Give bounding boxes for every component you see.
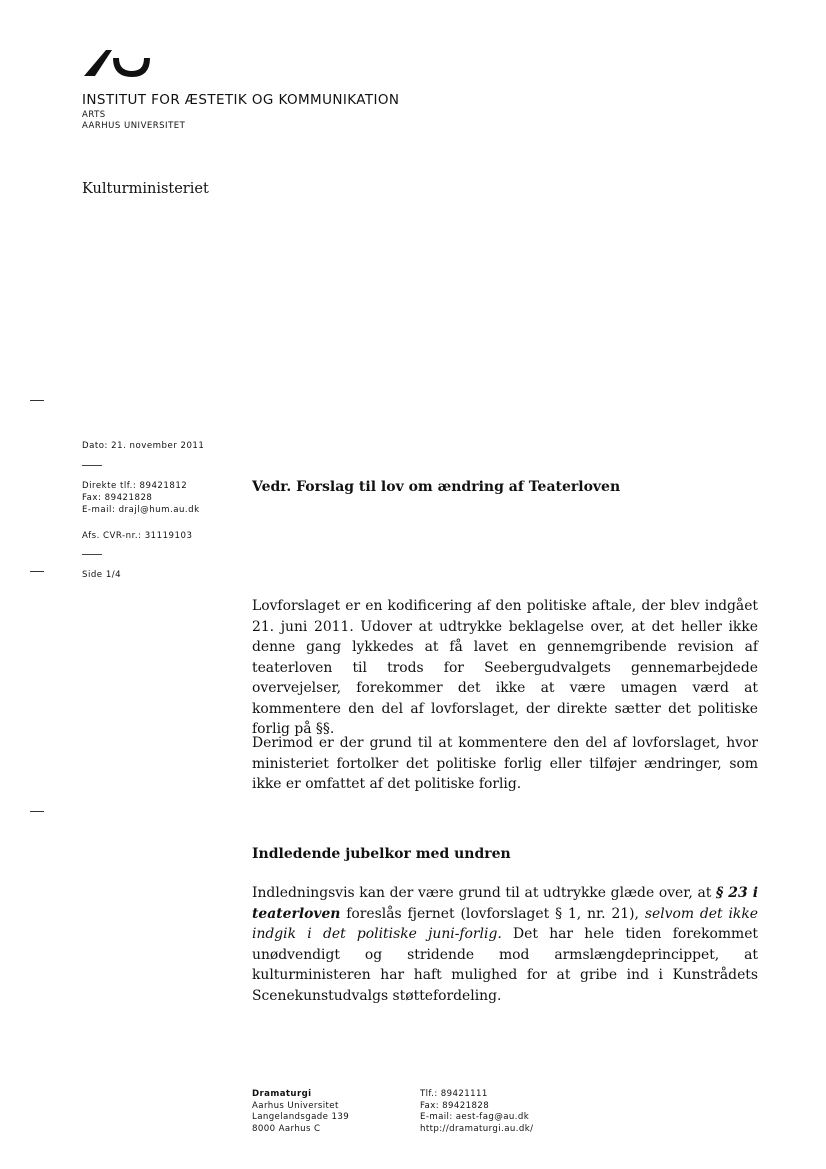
- letter-date: Dato: 21. november 2011: [82, 441, 205, 451]
- footer-address: [252, 1089, 349, 1135]
- fax: Fax: 89421828: [82, 493, 153, 503]
- divider: [82, 554, 102, 555]
- university-name: AARHUS UNIVERSITET: [82, 121, 186, 131]
- footer-email: E-mail: aest-fag@au.dk: [420, 1112, 530, 1122]
- page-number: Side 1/4: [82, 570, 122, 580]
- fold-mark: [30, 811, 44, 812]
- fold-mark: [30, 571, 44, 572]
- institute-name: INSTITUT FOR ÆSTETIK OG KOMMUNIKATION: [82, 92, 400, 108]
- paragraph: Lovforslaget er en kodificering af den politiske aftale, der blev indgået 21. juni 2011. Udover at udtrykke beklagelse over, at det heller ikke denne gang lykkedes at få lavet en gennemgribende revision af teaterloven til trods for Seebergudvalgets gennemarbejdede overvejelser, forekommer det ikke at være umagen værd at kommentere den del af lovforslaget, der direkte sætter det politiske forlig på §§.: [252, 598, 758, 737]
- footer-uni: Aarhus Universitet: [252, 1100, 339, 1111]
- footer-phone: Tlf.: 89421111: [420, 1089, 488, 1099]
- subject-heading: Vedr. Forslag til lov om ændring af Teaterloven: [252, 479, 621, 495]
- footer-street: Langelandsgade 139: [252, 1112, 350, 1122]
- footer-city: 8000 Aarhus C: [252, 1123, 321, 1134]
- law-reference: § 23 i teaterloven: [252, 885, 758, 922]
- p3-text: Det har hele tiden forekommet unødvendigt og stridende mod armslængdeprincippet, at kulturministeren har haft mulighed for at gribe ind i Kunstrådets Scenekunstudvalgs støttefordeling.: [252, 926, 759, 1004]
- fold-mark: [30, 400, 44, 401]
- section-heading: Indledende jubelkor med undren: [252, 846, 511, 862]
- divider: [82, 465, 102, 466]
- recipient: Kulturministeriet: [82, 181, 209, 197]
- footer-contact: [420, 1089, 533, 1135]
- paragraph: [252, 883, 758, 1006]
- p3-italic: selvom det ikke indgik i det politiske juni-forlig.: [252, 905, 758, 942]
- paragraph: Derimod er der grund til at kommentere den del af lovforslaget, hvor ministeriet fortolker det politiske forlig eller tilføjer ændringer, som ikke er omfattet af det politiske forlig.: [252, 735, 758, 792]
- au-logo-icon: [82, 44, 154, 78]
- faculty-name: ARTS: [82, 110, 106, 120]
- email: E-mail: drajl@hum.au.dk: [82, 505, 200, 515]
- direct-phone: Direkte tlf.: 89421812: [82, 481, 188, 491]
- cvr-number: Afs. CVR-nr.: 31119103: [82, 531, 193, 541]
- footer-fax: Fax: 89421828: [420, 1100, 490, 1111]
- footer-web: http://dramaturgi.au.dk/: [420, 1123, 534, 1134]
- p3-text: Indledningsvis kan der være grund til at udtrykke glæde over, at: [252, 885, 716, 901]
- p3-text: foreslås fjernet (lovforslaget § 1, nr. 21),: [340, 905, 645, 922]
- footer-dept: Dramaturgi: [252, 1089, 312, 1099]
